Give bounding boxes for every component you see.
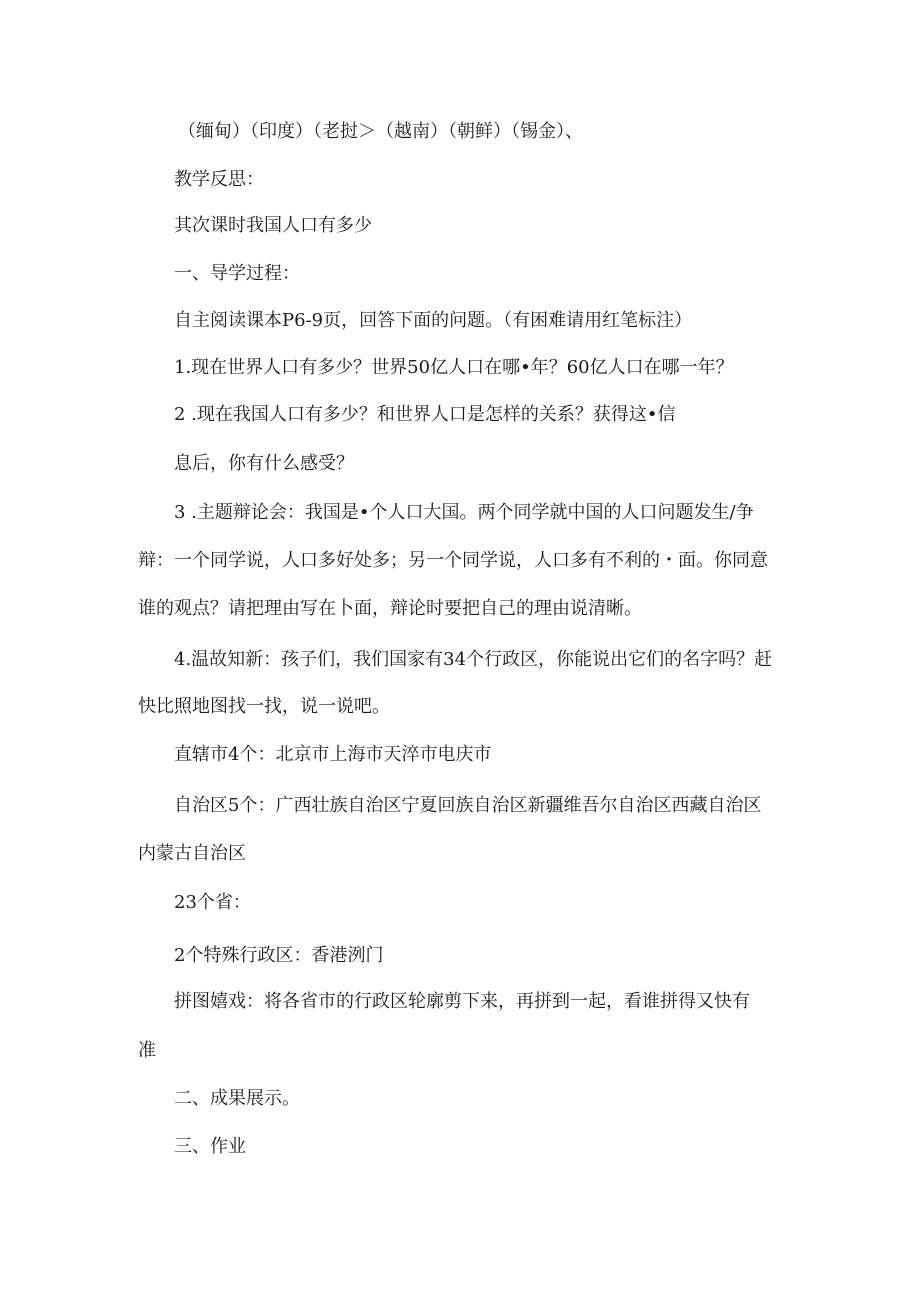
section-heading-guided-learning: 一、导学过程： [174, 263, 300, 284]
special-regions-line: 2个特殊行政区：香港洌门 [174, 945, 384, 966]
question-2-line-2: 息后，你有什么感受？ [174, 453, 354, 474]
lesson-title: 其次课时我国人口有多少 [174, 215, 372, 236]
puzzle-game-line-1: 拼图嬉戏：将各省市的行政区轮廓剪下来，再拼到一起，看谁拼得又快有 [174, 991, 750, 1012]
section-heading-results: 二、成果展示。 [174, 1088, 300, 1109]
teaching-reflection-heading: 教学反思： [174, 169, 264, 190]
country-list-line: （缅甸）（印度）（老挝＞（越南）（朝鲜）（锡金）、 [178, 121, 583, 142]
section-heading-homework: 三、作业 [174, 1136, 246, 1157]
provinces-line: 23个省： [174, 892, 251, 913]
question-4-line-2: 快比照地图找一找，说一说吧。 [138, 696, 390, 717]
question-3-line-1: 3 .主题辩论会：我国是•个人口大国。两个同学就中国的人口问题发生/争 [174, 502, 754, 523]
municipalities-line: 直辖市4个：北京市上海市天淬市电庆市 [174, 744, 492, 765]
autonomous-regions-line-1: 自治区5个：广西壮族自治区宁夏回族自治区新疆维吾尔自治区西藏自治区 [174, 795, 762, 816]
question-1: 1.现在世界人口有多少？世界50亿人口在哪•年？60亿人口在哪一年？ [174, 357, 734, 378]
autonomous-regions-line-2: 内蒙古自治区 [138, 843, 246, 864]
reading-instruction: 自主阅读课本P6-9页，回答下面的问题。（有困难请用红笔标注） [174, 310, 693, 331]
puzzle-game-line-2: 准 [138, 1040, 156, 1061]
question-3-line-2: 辩：一个同学说，人口多好处多；另一个同学说，人口多有不利的・面。你同意 [138, 550, 768, 571]
question-2-line-1: 2 .现在我国人口有多少？和世界人口是怎样的关系？获得这•信 [174, 404, 676, 425]
question-4-line-1: 4.温故知新：孩子们，我们国家有34个行政区，你能说出它们的名字吗？赶 [174, 649, 773, 670]
question-3-line-3: 谁的观点？请把理由写在卜面，辩论时要把自己的理由说清晰。 [138, 598, 642, 619]
